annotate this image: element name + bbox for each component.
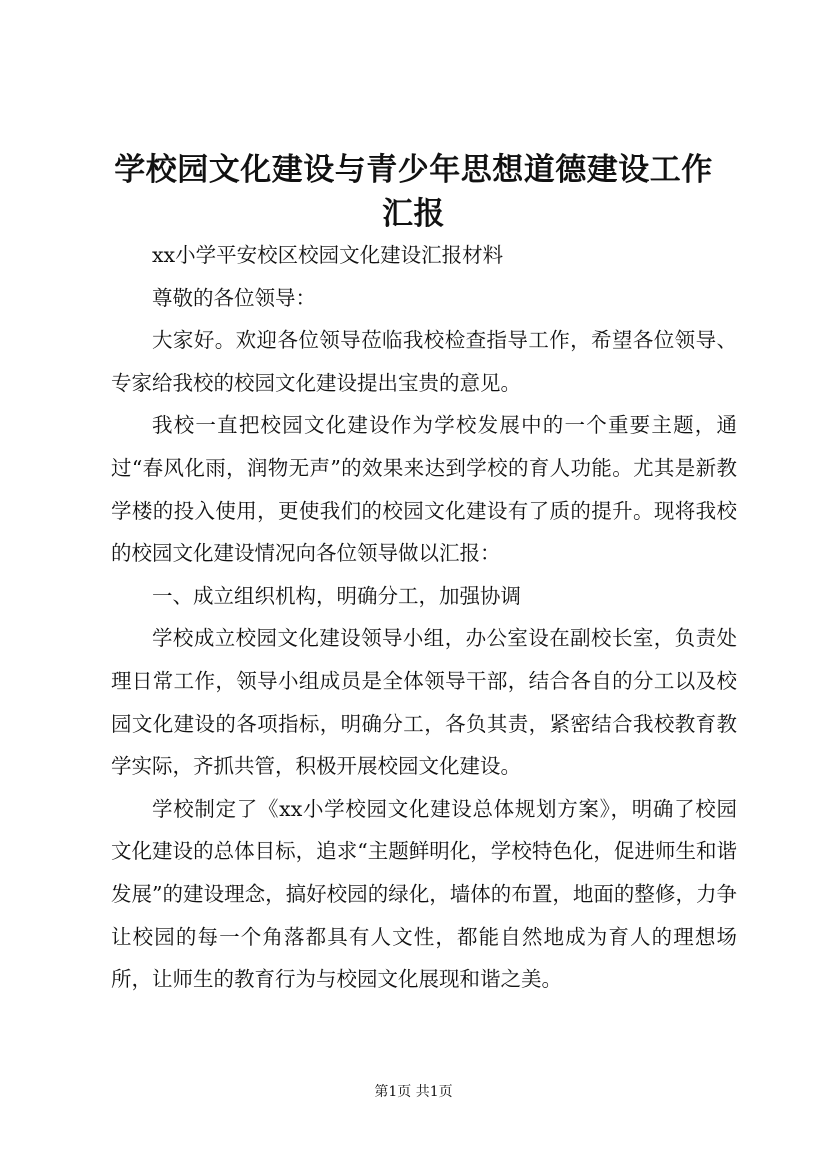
document-title: 学校园文化建设与青少年思想道德建设工作汇报 xyxy=(114,152,713,232)
body-paragraph: 学校制定了《xx小学校园文化建设总体规划方案》，明确了校园文化建设的总体目标，追求“主题鲜明化，学校特色化，促进师生和谐发展”的建设理念，搞好校园的绿化，墙体的布置，地面的整修，力争让校园的每一个角落都具有人文性，都能自然地成为育人的理想场所，让师生的教育行为与校园文化展现和谐之美。 xyxy=(111,796,737,992)
page-footer: 第1页 共1页 xyxy=(374,1084,453,1100)
body-paragraph: 学校成立校园文化建设领导小组，办公室设在副校长室，负责处理日常工作，领导小组成员是全体领导干部，结合各自的分工以及校园文化建设的各项指标，明确分工，各负其责，紧密结合我校教育教学实际，齐抓共管，积极开展校园文化建设。 xyxy=(111,626,737,779)
subtitle-paragraph: xx小学平安校区校园文化建设汇报材料 xyxy=(152,243,504,267)
section-heading: 一、成立组织机构，明确分工，加强协调 xyxy=(152,583,521,608)
greeting-paragraph: 大家好。欢迎各位领导莅临我校检查指导工作，希望各位领导、专家给我校的校园文化建设提出宝贵的意见。 xyxy=(111,328,737,395)
document-body xyxy=(111,234,737,1001)
intro-paragraph: 我校一直把校园文化建设作为学校发展中的一个重要主题，通过“春风化雨，润物无声”的效果来达到学校的育人功能。尤其是新教学楼的投入使用，更使我们的校园文化建设有了质的提升。现将我校的校园文化建设情况向各位领导做以汇报： xyxy=(111,413,737,566)
salutation-paragraph: 尊敬的各位领导： xyxy=(152,285,316,310)
